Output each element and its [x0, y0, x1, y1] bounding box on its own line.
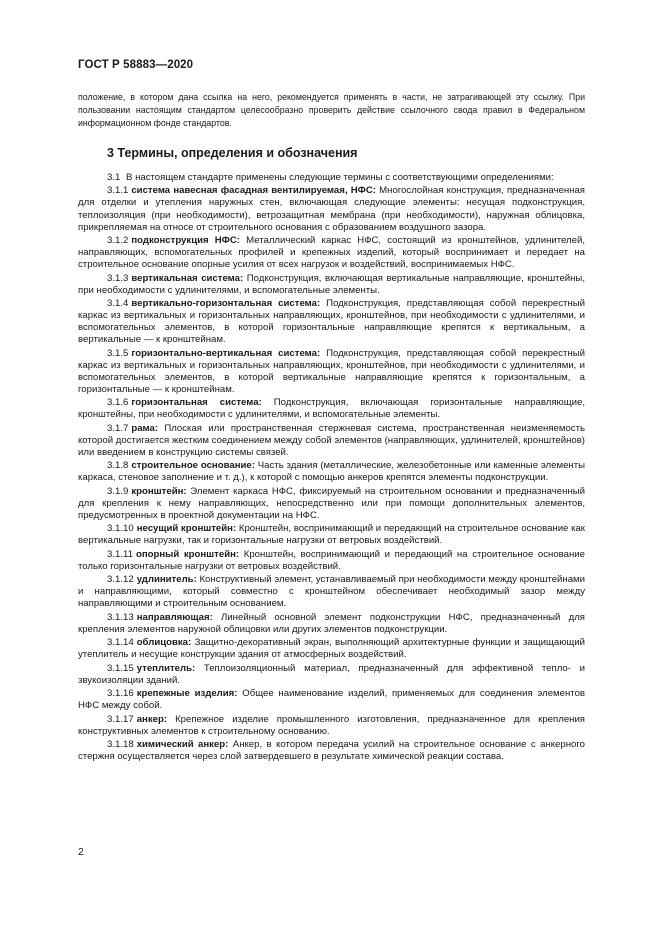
- definition-paragraph: [78, 486, 585, 522]
- definition-text: Линейный основной элемент подконструкции НФС, предназначенный для крепления элементов наружной облицовки или других элементов подконструкции.: [78, 611, 585, 635]
- clause-number: 3.1.2: [107, 235, 129, 247]
- definition-text: Элемент каркаса НФС, фиксируемый на строительном основании и предназначенный для крепления к нему направляющих, непосредственно или при помощи дополнительных элементов, предусмотренных в проектной документации на НФС.: [78, 485, 585, 521]
- standard-header: ГОСТ Р 58883—2020: [78, 59, 194, 71]
- term: анкер:: [136, 713, 168, 725]
- clause-number: 3.1.9: [107, 485, 129, 497]
- clause-number: 3.1.6: [107, 397, 129, 409]
- term: вертикально-горизонтальная система:: [131, 298, 321, 310]
- clause-number: 3.1.17: [107, 713, 134, 725]
- term: подконструкция НФС:: [131, 235, 240, 247]
- clause-number: 3.1.1: [107, 185, 129, 197]
- definition-text: Часть здания (металлические, железобетонные или каменные элементы каркаса, стеновое заполнение и т. д.), к которой с помощью анкеров крепятся элементы подконструкции.: [78, 460, 586, 484]
- term: химический анкер:: [136, 739, 229, 751]
- definition-paragraph: [78, 298, 585, 346]
- definition-text: Кронштейн, воспринимающий и передающий на строительное основание как вертикальные нагрузки, так и горизонтальные нагрузки от ветровых воздействий.: [78, 523, 586, 547]
- definition-paragraph: [78, 574, 585, 610]
- clause-number: 3.1.12: [107, 574, 134, 586]
- intro-paragraph: положение, в котором дана ссылка на него, рекомендуется применять в части, не затрагивающей эту ссылку. При пользовании настоящим стандартом целесообразно проверить действие ссылочного свода правил в Федеральном информационном фонде стандартов.: [78, 92, 585, 129]
- term: крепежные изделия:: [136, 688, 238, 700]
- definitions-body: [78, 172, 585, 765]
- term: удлинитель:: [136, 574, 197, 586]
- term: система навесная фасадная вентилируемая, НФС:: [131, 185, 376, 197]
- clause-number: 3.1.11: [107, 548, 133, 560]
- definition-text: Общее наименование изделий, применяемых для соединения элементов НФС между собой.: [78, 688, 585, 712]
- definition-text: Подконструкция, представляющая собой перекрестный каркас из вертикальных и горизонтальных направляющих, кронштейнов, при необходимости с удлинителями, и вспомогательных элементов, в которой горизонтальные направляющие крепятся к вертикальным, а вертикальные — к кронштейнам.: [78, 298, 585, 346]
- definition-text: Плоская или пространственная стержневая система, пространственная неизменяемость которой достигается жестким соединением между собой элементов (направляющих, удлинителей, кронштейнов) или введением в конструкцию системы связей.: [78, 422, 585, 458]
- definition-paragraph: [78, 637, 585, 661]
- clause-number: 3.1: [107, 172, 121, 183]
- definition-text: Многослойная конструкция, предназначенная для отделки и утепления наружных стен, включающая следующие элементы: несущая подконструкция, теплоизоляция (при необходимости), ветрозащитная мембрана (при необходимости), наружная облицовка, прикрепляемая на относе от строительного основания с образованием воздушного зазора.: [78, 185, 586, 233]
- definition-text: В настоящем стандарте применены следующие термины с соответствующими определениями:: [126, 172, 554, 183]
- definition-text: Подконструкция, включающая вертикальные направляющие, кронштейны, при необходимости с удлинителями, и вспомогательные элементы.: [78, 272, 585, 296]
- definition-paragraph: [78, 688, 585, 712]
- definition-text: Конструктивный элемент, устанавливаемый при необходимости между кронштейнами и направляющими, который совместно с кронштейном обеспечивает необходимый зазор между направляющими и строительным основанием.: [78, 574, 585, 610]
- clause-number: 3.1.15: [107, 662, 134, 674]
- definition-paragraph: [78, 273, 585, 297]
- term: утеплитель:: [136, 662, 196, 674]
- clause-number: 3.1.13: [107, 611, 134, 623]
- definition-text: Защитно-декоративный экран, выполняющий архитектурные функции и защищающий утеплитель и несущие конструкции здания от атмосферных воздействий.: [78, 637, 585, 661]
- term: опорный кронштейн:: [135, 548, 240, 560]
- clause-number: 3.1.4: [107, 298, 129, 310]
- definition-text: Крепежное изделие промышленного изготовления, предназначенное для крепления конструктивных элементов к строительному основанию.: [78, 713, 586, 737]
- definition-paragraph: [78, 549, 585, 573]
- definition-paragraph: [78, 397, 585, 421]
- definition-paragraph: [78, 460, 585, 484]
- definition-text: Металлический каркас НФС, состоящий из кронштейнов, удлинителей, направляющих, вспомогательных профилей и крепежных изделий, который воспринимает и передает на строительное основание опорные усилия от всех нагрузок и воздействий, воспринимаемых НФС.: [78, 235, 585, 271]
- definition-paragraph: [78, 663, 585, 687]
- clause-number: 3.1.10: [107, 523, 134, 535]
- clause-number: 3.1.18: [107, 739, 134, 751]
- page-number: 2: [78, 846, 84, 858]
- definition-paragraph: [78, 523, 585, 547]
- definition-paragraph: [78, 739, 585, 763]
- term: вертикальная система:: [131, 272, 244, 284]
- definition-paragraph: [78, 235, 585, 271]
- definition-paragraph: [78, 348, 585, 396]
- definition-text: Анкер, в котором передача усилий на строительное основание с анкерного стержня осуществляется через слой затвердевшего в результате химической реакции состава.: [78, 739, 585, 763]
- definition-text: Подконструкция, представляющая собой перекрестный каркас из вертикальных и горизонтальных направляющих, кронштейнов, при необходимости с удлинителями, и вспомогательных элементов, в которой вертикальные направляющие крепятся к горизонтальным, а горизонтальные — к кронштейнам.: [78, 347, 585, 395]
- clause-number: 3.1.5: [107, 347, 129, 359]
- section-title: 3 Термины, определения и обозначения: [107, 146, 358, 160]
- clause-number: 3.1.3: [107, 272, 129, 284]
- term: несущий кронштейн:: [136, 523, 237, 535]
- term: кронштейн:: [131, 485, 187, 497]
- clause-number: 3.1.16: [107, 688, 134, 700]
- clause-number: 3.1.7: [107, 422, 129, 434]
- definition-text: Подконструкция, включающая горизонтальные направляющие, кронштейны, при необходимости с удлинителями, и вспомогательные элементы.: [78, 397, 585, 421]
- definition-text: Кронштейн, воспринимающий и передающий на строительное основание только горизонтальные нагрузки от ветровых воздействий.: [78, 548, 585, 572]
- term: строительное основание:: [131, 460, 255, 472]
- term: направляющая:: [136, 611, 213, 623]
- definition-paragraph: [78, 185, 585, 233]
- term: рама:: [131, 422, 159, 434]
- definition-paragraph: [78, 423, 585, 459]
- definition-paragraph: [78, 714, 585, 738]
- definition-paragraph: [78, 612, 585, 636]
- term: горизонтально-вертикальная система:: [131, 347, 321, 359]
- definition-paragraph: [78, 172, 585, 184]
- definition-text: Теплоизоляционный материал, предназначенный для эффективной тепло- и звукоизоляции зданий.: [78, 662, 585, 686]
- term: горизонтальная система:: [131, 397, 262, 409]
- term: облицовка:: [136, 637, 192, 649]
- clause-number: 3.1.8: [107, 460, 129, 472]
- clause-number: 3.1.14: [107, 637, 134, 649]
